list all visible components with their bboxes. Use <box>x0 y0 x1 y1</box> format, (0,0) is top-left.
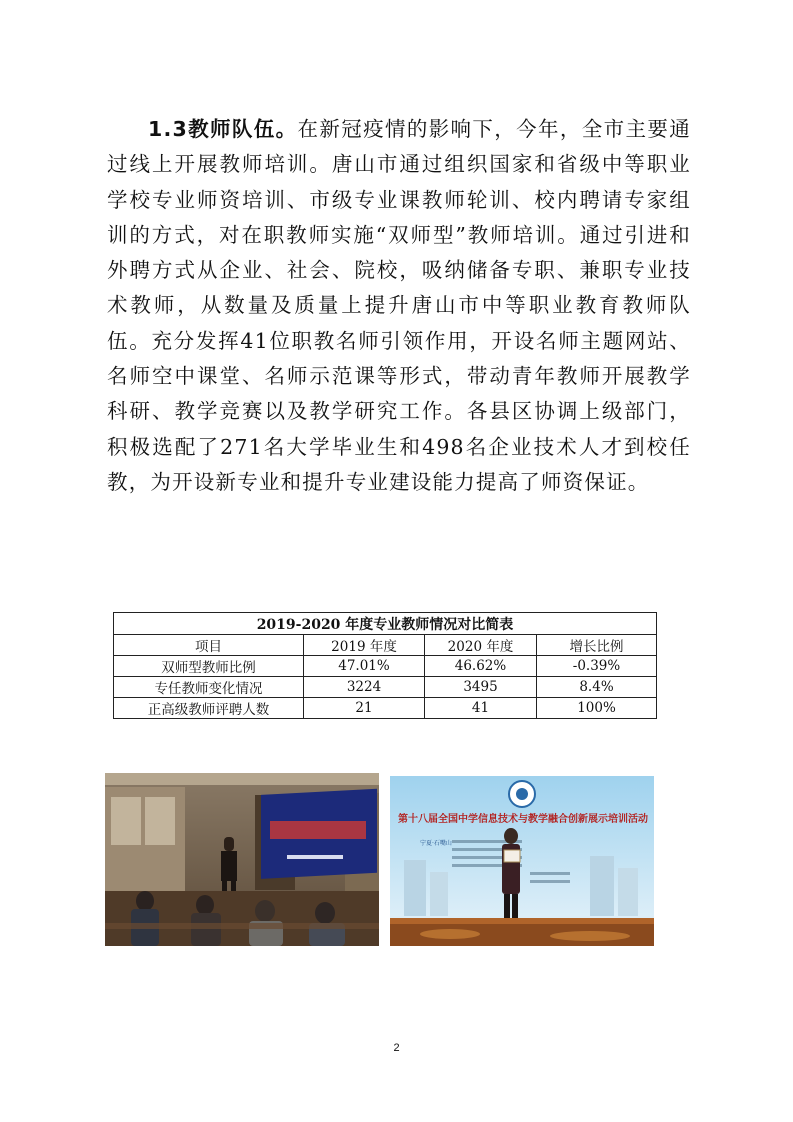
header-growth: 增长比例 <box>537 635 657 656</box>
award-ceremony-photo <box>390 776 654 946</box>
cell-2020: 46.62% <box>425 656 537 677</box>
table-row <box>114 656 657 677</box>
table-row <box>114 698 657 719</box>
cell-2019: 21 <box>304 698 425 719</box>
row-label: 正高级教师评聘人数 <box>114 698 304 719</box>
banner-text: 第十八届全国中学信息技术与教学融合创新展示培训活动 <box>398 814 648 825</box>
table-header-row <box>114 635 657 656</box>
cell-2020: 41 <box>425 698 537 719</box>
cell-2019: 3224 <box>304 677 425 698</box>
training-room-photo <box>105 773 379 946</box>
cell-growth: 100% <box>537 698 657 719</box>
body-paragraph <box>107 112 691 500</box>
header-item: 项目 <box>114 635 304 656</box>
paragraph-text: 在新冠疫情的影响下，今年，全市主要通过线上开展教师培训。唐山市通过组织国家和省级中等职业学校专业师资培训、市级专业课教师轮训、校内聘请专家组训的方式，对在职教师实施“双师型”教师培训。通过引进和外聘方式从企业、社会、院校，吸纳储备专职、兼职专业技术教师，从数量及质量上提升唐山市中等职业教育教师队伍。充分发挥41位职教名师引领作用，开设名师主题网站、名师空中课堂、名师示范课等形式，带动青年教师开展教学科研、教学竞赛以及教学研究工作。各县区协调上级部门，积极选配了271名大学毕业生和498名企业技术人才到校任教，为开设新专业和提升专业建设能力提高了师资保证。 <box>107 117 691 494</box>
row-label: 专任教师变化情况 <box>114 677 304 698</box>
header-2019: 2019 年度 <box>304 635 425 656</box>
cell-2020: 3495 <box>425 677 537 698</box>
teacher-comparison-table <box>113 612 657 719</box>
table-row <box>114 677 657 698</box>
cell-2019: 47.01% <box>304 656 425 677</box>
section-heading: 1.3教师队伍。 <box>148 117 298 141</box>
location-text: 宁夏·石嘴山 <box>420 840 452 847</box>
header-2020: 2020 年度 <box>425 635 537 656</box>
row-label: 双师型教师比例 <box>114 656 304 677</box>
page-number: 2 <box>393 1042 400 1054</box>
table-title: 2019-2020 年度专业教师情况对比简表 <box>114 613 657 635</box>
cell-growth: 8.4% <box>537 677 657 698</box>
cell-growth: -0.39% <box>537 656 657 677</box>
